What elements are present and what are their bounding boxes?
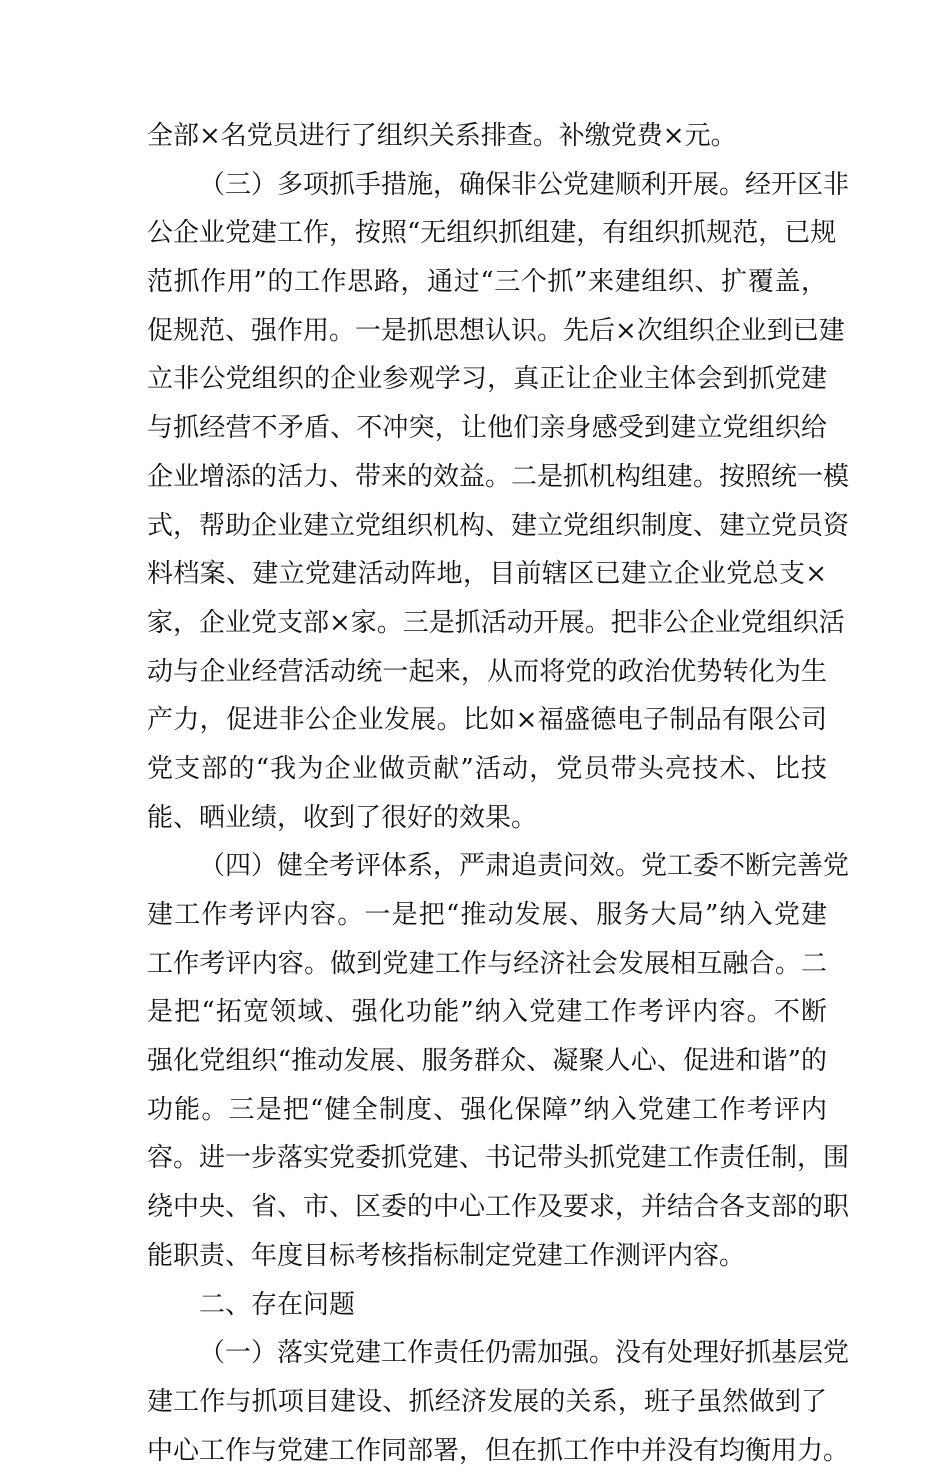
text-line: 能、晒业绩，收到了很好的效果。 bbox=[147, 802, 538, 833]
text-line: 立非公党组织的企业参观学习，真正让企业主体会到抓党建 bbox=[147, 364, 827, 395]
text-line: 中心工作与党建工作同部署，但在抓工作中并没有均衡用力。 bbox=[147, 1435, 850, 1466]
text-line: 建工作考评内容。一是把“推动发展、服务大局”纳入党建 bbox=[147, 900, 827, 930]
text-line: 容。进一步落实党委抓党建、书记带头抓党建工作责任制，围 bbox=[147, 1143, 850, 1174]
section-heading-line: （一）落实党建工作责任仍需加强。没有处理好抓基层党 bbox=[199, 1338, 850, 1369]
text-line: 企业增添的活力、带来的效益。二是抓机构组建。按照统一模 bbox=[147, 461, 850, 492]
text-line: 是把“拓宽领域、强化功能”纳入党建工作考评内容。不断 bbox=[147, 997, 827, 1028]
text-line: 能职责、年度目标考核指标制定党建工作测评内容。 bbox=[147, 1240, 746, 1271]
text-line: 绕中央、省、市、区委的中心工作及要求，并结合各支部的职 bbox=[147, 1192, 850, 1223]
section-heading-line: （四）健全考评体系，严肃追责问效。党工委不断完善党 bbox=[199, 851, 850, 882]
text-line: 全部×名党员进行了组织关系排查。补缴党费×元。 bbox=[147, 121, 737, 151]
document-body bbox=[147, 112, 850, 1475]
chapter-heading: 二、存在问题 bbox=[199, 1289, 356, 1320]
text-line: 动与企业经营活动统一起来，从而将党的政治优势转化为生 bbox=[147, 656, 827, 687]
text-line: 工作考评内容。做到党建工作与经济社会发展相互融合。二 bbox=[147, 948, 827, 979]
text-line: 家，企业党支部×家。三是抓活动开展。把非公企业党组织活 bbox=[147, 607, 845, 638]
text-line: 产力，促进非公企业发展。比如×福盛德电子制品有限公司 bbox=[147, 705, 827, 736]
text-line: 与抓经营不矛盾、不冲突，让他们亲身感受到建立党组织给 bbox=[147, 413, 827, 444]
text-line: 党支部的“我为企业做贡献”活动，党员带头亮技术、比技 bbox=[147, 753, 827, 784]
text-line: 范抓作用”的工作思路，通过“三个抓”来建组织、扩覆盖， bbox=[147, 267, 827, 298]
section-heading-line: （三）多项抓手措施，确保非公党建顺利开展。经开区非 bbox=[199, 169, 850, 200]
text-line: 料档案、建立党建活动阵地，目前辖区已建立企业党总支× bbox=[147, 559, 827, 590]
text-line: 式，帮助企业建立党组织机构、建立党组织制度、建立党员资 bbox=[147, 510, 850, 541]
text-line: 促规范、强作用。一是抓思想认识。先后×次组织企业到已建 bbox=[147, 315, 845, 346]
text-line: 建工作与抓项目建设、抓经济发展的关系，班子虽然做到了 bbox=[147, 1386, 827, 1417]
text-line: 公企业党建工作，按照“无组织抓组建，有组织抓规范，已规 bbox=[147, 218, 837, 249]
text-line: 强化党组织“推动发展、服务群众、凝聚人心、促进和谐”的 bbox=[147, 1046, 827, 1077]
text-line: 功能。三是把“健全制度、强化保障”纳入党建工作考评内 bbox=[147, 1094, 827, 1125]
